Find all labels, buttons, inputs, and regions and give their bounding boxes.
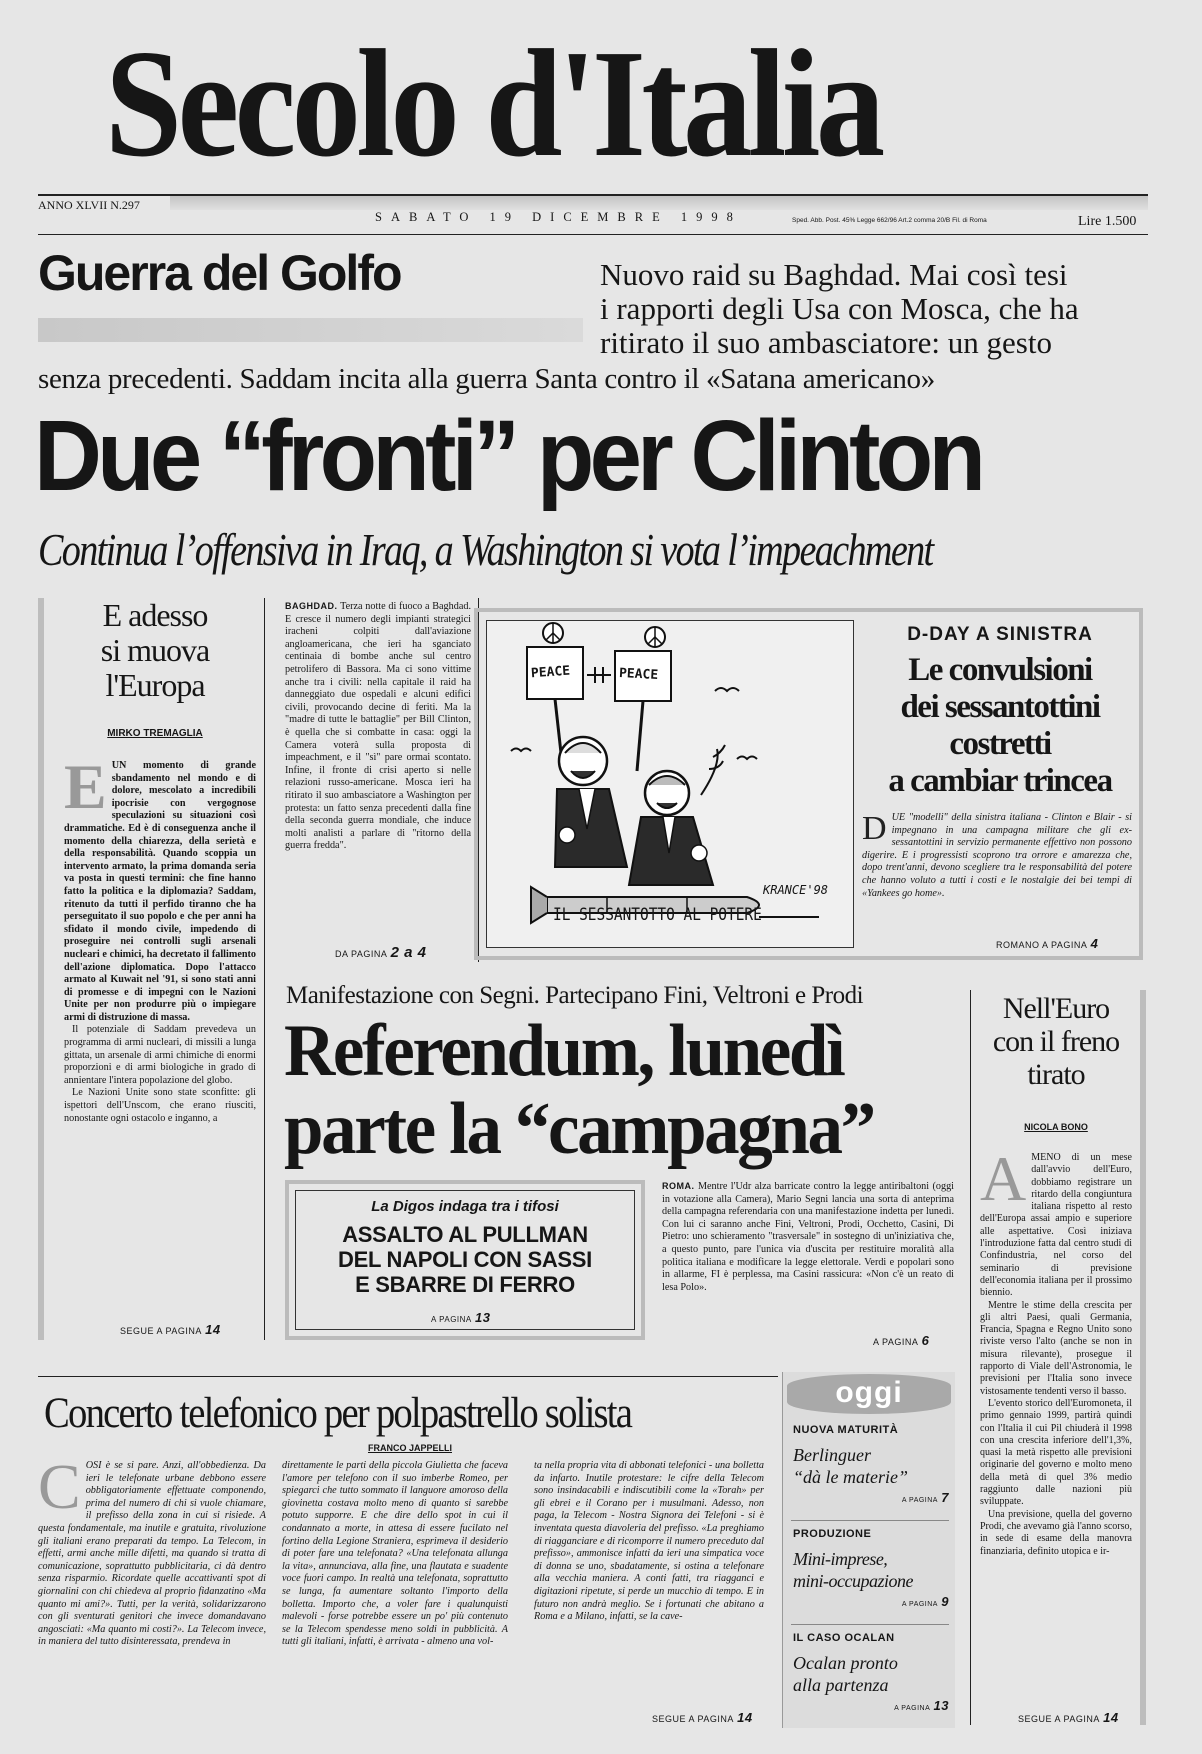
masthead-issue: ANNO XLVII N.297: [38, 198, 140, 212]
dday-title: [858, 652, 1142, 800]
europa-right-rule: [264, 598, 265, 1340]
oggi-label: oggi: [787, 1374, 951, 1414]
euro-body: [980, 1152, 1132, 1706]
gulf-summary-line2: i rapporti degli Usa con Mosca, che ha: [600, 291, 1079, 326]
europa-title: [60, 598, 250, 703]
digos-title-line1: ASSALTO AL PULLMAN: [342, 1222, 588, 1247]
masthead-price: Lire 1.500: [1078, 214, 1137, 229]
referendum-body: [662, 1180, 954, 1326]
ref-label: SEGUE A PAGINA: [1018, 1714, 1100, 1724]
ref-label: A PAGINA: [873, 1337, 919, 1347]
gulf-summary-line1: Nuovo raid su Baghdad. Mai così tesi: [600, 257, 1068, 292]
baghdad-body: [285, 600, 471, 944]
baghdad-dateline: BAGHDAD.: [285, 601, 338, 611]
cartoon-caption: IL SESSANTOTTO AL POTERE: [553, 905, 762, 925]
digos-title-line2: DEL NAPOLI CON SASSI: [338, 1247, 592, 1272]
masthead-date: SABATO 19 DICEMBRE 1998: [375, 210, 742, 224]
digos-box: [285, 1180, 645, 1340]
ref-label: SEGUE A PAGINA: [652, 1714, 734, 1724]
oggi-item-title: Ocalan pronto alla partenza: [793, 1653, 898, 1695]
oggi-item-title: Mini-imprese, mini-occupazione: [793, 1549, 913, 1591]
oggi-item-ref: A PAGINA 9: [901, 1594, 949, 1609]
europa-left-rule: [38, 598, 44, 1340]
oggi-item[interactable]: [793, 1424, 949, 1505]
dday-title-line1: Le convulsioni: [908, 652, 1092, 688]
oggi-item-kicker: NUOVA MATURITÀ: [793, 1424, 899, 1436]
ref-page-number: 14: [205, 1322, 221, 1337]
ref-page-number: 2 a 4: [390, 944, 427, 961]
referendum-headline-line2: parte la “campagna”: [284, 1088, 874, 1170]
europa-page-ref: [120, 1322, 221, 1337]
gulf-label-underline: [38, 318, 583, 342]
ref-page-number: 6: [921, 1333, 930, 1348]
masthead-band: [170, 196, 1148, 210]
referendum-headline-line1: Referendum, lunedì: [284, 1010, 844, 1092]
digos-title: [289, 1222, 641, 1297]
cartoon-sign-right: PEACE: [618, 665, 659, 684]
oggi-item-title: Berlinguer “dà le materie”: [793, 1445, 908, 1487]
oggi-item-ref: A PAGINA 7: [901, 1490, 949, 1505]
referendum-text: Mentre l'Udr alza barricate contro la legge antiribaltoni (oggi in votazione alla Camera), Mario Segni lancia una sorta di anteprima della campagna referendaria con una manifestazione indetta per lunedì. Con lui ci saranno anche Fini, Veltroni, Prodi, Occhetto, Casini, Di Pietro: uno schieramento "trasversale" in sostegno di un'iniziativa che, a questo punto, pare l'unica via d'uscita per restituire moralità alla politica italiana e modificare la legge elettorale. Verdi e popolari sono in allarme, FI è perplessa, ma Casini rassicura: «Non c'è un reato di lesa Polo».: [662, 1181, 954, 1293]
digos-title-line3: E SBARRE DI FERRO: [355, 1272, 575, 1297]
concerto-text: direttamente le parti della piccola Giulietta che faceva l'amore per telefono con il suo imberbe Romeo, per spiegarci che tutto sommato il languore amoroso della giovinetta costava molto meno di quanto si sarebbe potuto supporre. E che dire dello spot in cui il condannato a morte, in attesa di essere fucilato nel fortino della Legione Straniera, esprimeva il desiderio di poter fare una telefonata? «Una telefonata allunga la vita», annunciava, alla fine, una flautata e suadente voce fuori campo. In realtà una telefonata, soprattutto se lunga, fa aumentare soltanto l'importo della bolletta. Importo che, a voler fare i qualunquisti malevoli - forse potrebbe essere un po' più contenuto se la Telecom spendesse meno soldi in pubblicità. A tutti gli italiani, infatti, è arrivata - almeno una vol-: [282, 1460, 508, 1648]
oggi-box: [782, 1372, 955, 1728]
oggi-item-ref: A PAGINA 13: [894, 1698, 949, 1713]
dday-title-line2: dei sessantottini: [900, 689, 1100, 725]
euro-paragraph: Una previsione, quella del governo Prodi, che avevamo già l'anno scorso, in sede di esame della manovra finanziaria, definito utopica e ir-: [980, 1508, 1132, 1557]
cartoon-sign-left: PEACE: [530, 663, 571, 682]
europa-title-line1: E adesso: [102, 597, 208, 633]
ref-page-number: 14: [737, 1710, 753, 1725]
oggi-item-kicker: IL CASO OCALAN: [793, 1632, 895, 1644]
ref-label: DA PAGINA: [335, 949, 388, 959]
baghdad-text: Terza notte di fuoco a Baghdad. E cresce il numero degli impianti strategici iracheni colpiti dall'aviazione angloamericana, che ieri ha sganciato centinaia di bombe anche sul centro petrolifero di Bassora. Ma ci sono vittime anche tra i civili: nella capitale il raid ha danneggiato due ospedali e alcuni edifici civili, provocando decine di feriti. Ma la "madre di tutte le battaglie" per Bill Clinton, è quella che si combatte in casa: oggi la Camera voterà sulla proposta di impeachment, e il "sì" pare ormai scontato. Infine, il fronte di crisi aperto si nelle relazioni russo-americane. Mosca ieri ha ritirato il suo ambasciatore a Washington per protesta: un fatto senza precedenti dalla fine della seconda guerra mondiale, che induce molti analisti a parlare di "ritorno della guerra fredda".: [285, 601, 471, 852]
ref-label: ROMANO A PAGINA: [996, 940, 1088, 950]
dday-title-line3: costretti: [949, 726, 1051, 762]
europa-title-line2: si muova: [100, 632, 210, 668]
oggi-item[interactable]: [793, 1632, 949, 1713]
euro-right-rule: [1140, 990, 1146, 1725]
europa-body: [64, 760, 256, 1308]
europa-paragraph: Il potenziale di Saddam prevedeva un programma di armi nucleari, di missili a lunga gittata, un arsenale di armi chimiche di enormi proporzioni e di armi biologiche in grado di annientare l'intera popolazione del globo.: [64, 1024, 256, 1086]
concerto-page-ref: [652, 1710, 753, 1725]
euro-paragraph: MENO di un mese dall'avvio dell'Euro, dobbiamo registrare un ritardo della congiuntura italiana rispetto al resto dell'Europa assai ampio e superiore alle aspettative. Così iniziava l'introduzione fatta dal centro studi di Confindustria, nel corso del seminario di previsione dell'economia italiana per il prossimo biennio.: [980, 1152, 1132, 1299]
baghdad-page-ref: [335, 944, 427, 961]
ref-label: A PAGINA: [431, 1315, 472, 1324]
euro-paragraph: Mentre le stime della crescita per gli altri Paesi, quali Germania, Francia, Spagna e Regno Unito sono riviste verso l'alto (anche se non in misura rilevante), prosegue il rapporto di Viale dell'Astronomia, le previsioni per l'Italia sono invece vistosamente tendenti verso il basso.: [980, 1299, 1132, 1397]
gulf-summary-line4: senza precedenti. Saddam incita alla guerra Santa contro il «Satana americano»: [38, 363, 935, 395]
dday-text: UE "modelli" della sinistra italiana - Clinton e Blair - si impegnano in una campagna militare che gli ex-sessantottini in servizio permanente effettivo non possono digerire. E i progressisti scoprono tra orrore e amarezza che, dopo trent'anni, devono scegliere tra le responsabilità del potere che hanno voluto a tutti i costi e le nostalgie dei bei tempi di «Yankees go home».: [862, 812, 1132, 899]
euro-paragraph: L'evento storico dell'Euromoneta, il primo gennaio 1999, partirà quindi con l'Italia il cui Pil chiuderà il 1998 con una crescita inferiore dell'1,3%, quasi la metà rispetto alle previsioni originarie del governo e molto meno della metà di quel 3% medio raggiunto dalle nazioni più sviluppate.: [980, 1397, 1132, 1508]
ref-page-number: 14: [1103, 1710, 1119, 1725]
referendum-headline: [284, 1012, 874, 1168]
main-headline: Due “fronti” per Clinton: [34, 400, 982, 512]
oggi-item[interactable]: [793, 1528, 949, 1609]
masthead-postal: Sped. Abb. Post. 45% Legge 662/96 Art.2 comma 20/B Fil. di Roma: [792, 217, 987, 224]
section-gulf-label: Guerra del Golfo: [38, 245, 401, 301]
euro-byline: NICOLA BONO: [1024, 1122, 1088, 1132]
cartoon-signature: KRANCE'98: [763, 883, 829, 897]
europa-byline: MIRKO TREMAGLIA: [107, 728, 203, 739]
ref-page-number: 13: [475, 1310, 491, 1325]
concerto-dropcap: C: [38, 1460, 81, 1522]
dday-page-ref: [996, 936, 1098, 951]
cartoon: [486, 620, 854, 948]
oggi-item-kicker: PRODUZIONE: [793, 1528, 872, 1540]
euro-title-line2: con il freno: [992, 1025, 1120, 1058]
dday-title-line4: a cambiar trincea: [888, 763, 1112, 799]
concerto-top-rule: [38, 1376, 778, 1377]
euro-title-line3: tirato: [1027, 1058, 1085, 1091]
concerto-col1: [38, 1460, 266, 1722]
dday-dropcap: D: [862, 812, 887, 847]
euro-title-line1: Nell'Euro: [1002, 992, 1110, 1025]
concerto-text: ta nella propria vita di abbonati telefonici - una bolletta da infarto. Inutile protestare: le cifre della Telecom sono insindacabili e indiscutibili come la «Torah» per gli ebrei e il Corano per i musulmani. Adesso, non paga, la Telecom - Nostra Signora dei Telefoni - si è inventata questa diavoleria del prefisso. «La preghiamo di riagganciare e di ricomporre il numero preceduto dal prefisso», ammonisce infatti da ieri una simpatica voce di donna se uno, sbadatamente, si ostina a telefonare alla vecchia maniera. A conti fatti, tra riagganci e digitazioni ripetute, si perde un mucchio di tempo. E in futuro non andrà meglio. Se i fortunati che abitano a Roma e a Milano, infatti, se la cave-: [534, 1460, 764, 1623]
digos-page-ref: [431, 1310, 491, 1325]
gulf-summary-line3: ritirato il suo ambasciatore: un gesto: [600, 325, 1052, 360]
masthead-rule-bottom: [38, 234, 1148, 235]
dday-body: [862, 812, 1132, 934]
concerto-title: Concerto telefonico per polpastrello solista: [44, 1390, 632, 1437]
gulf-summary: [600, 258, 1079, 360]
europa-title-line3: l'Europa: [105, 667, 205, 703]
concerto-text: OSI è se si pare. Anzi, all'obbedienza. Da ieri le telefonate urbane debbono essere obbligatoriamente effettuate componendo, prima del numero di chi si vuole chiamare, il prefisso della zona in cui si risiede. A questa fondamentale, ma inutile e gratuita, rivoluzione gli italiani erano preparati da tempo. La Telecom, in effetti, armi anche mille difetti, ma quando si tratta di comunicazione, soprattutto pubblicitaria, ci dà dentro senza risparmio. Ricordate quelle accattivanti spot di giornalini con chi chiedeva al proprio fidanzatino «Ma quanto mi ami?». Tutti, per la verità, solidarizzarono con gli sventurati genitori che invece domandavano angosciati: «Ma quanto mi costi?». La Telecom invece, in maniera del tutto disinteressata, prendeva in: [38, 1460, 266, 1648]
europa-paragraph: Le Nazioni Unite sono state sconfitte: gli ispettori dell'Unscom, che erano riusciti, nonostante ogni ostacolo e inganno, a: [64, 1087, 256, 1124]
euro-dropcap: A: [980, 1152, 1027, 1214]
euro-title: [976, 992, 1136, 1091]
concerto-col2: [282, 1460, 508, 1722]
concerto-col3: [534, 1460, 764, 1706]
main-subheadline: Continua l’offensiva in Iraq, a Washington si vota l’impeachment: [38, 524, 933, 575]
referendum-dateline: ROMA.: [662, 1181, 695, 1191]
euro-page-ref: [1018, 1710, 1119, 1725]
masthead-title: Secolo d'Italia: [105, 19, 881, 189]
ref-label: SEGUE A PAGINA: [120, 1326, 202, 1336]
referendum-page-ref: [873, 1333, 929, 1348]
digos-kicker: La Digos indaga tra i tifosi: [371, 1198, 559, 1215]
concerto-byline: FRANCO JAPPELLI: [367, 1443, 452, 1453]
euro-left-rule: [970, 990, 971, 1725]
ref-page-number: 4: [1090, 936, 1099, 951]
europa-paragraph: UN momento di grande sbandamento nel mondo e di dolore, mescolato a incredibili ipocrisie con vergognose speculazioni su situazioni così drammatiche. Ed è di conseguenza anche il momento della chiarezza, della serietà e della responsabilità. Quando scoppia un intervento armato, la prima domanda seria va posta in questi termini: che fine hanno fatto la politica e la diplomazia? Saddam, ritenuto da tutti il perfido tiranno che ha perseguitato il suo popolo e che per anni ha sfidato il mondo civile, impedendo di proseguire nei controlli sugli arsenali nucleari e chimici, ha decretato il fallimento dell'azione diplomatica. Dopo l'attacco armato al Kuwait nel '91, si sono stati anni di promesse e di impegni con le Nazioni Unite per non produrre più o impiegare armi di distruzione di massa.: [64, 760, 256, 1023]
dday-kicker: D-DAY A SINISTRA: [907, 624, 1093, 645]
europa-dropcap: E: [64, 760, 107, 822]
referendum-kicker: Manifestazione con Segni. Partecipano Fini, Veltroni e Prodi: [286, 982, 864, 1009]
